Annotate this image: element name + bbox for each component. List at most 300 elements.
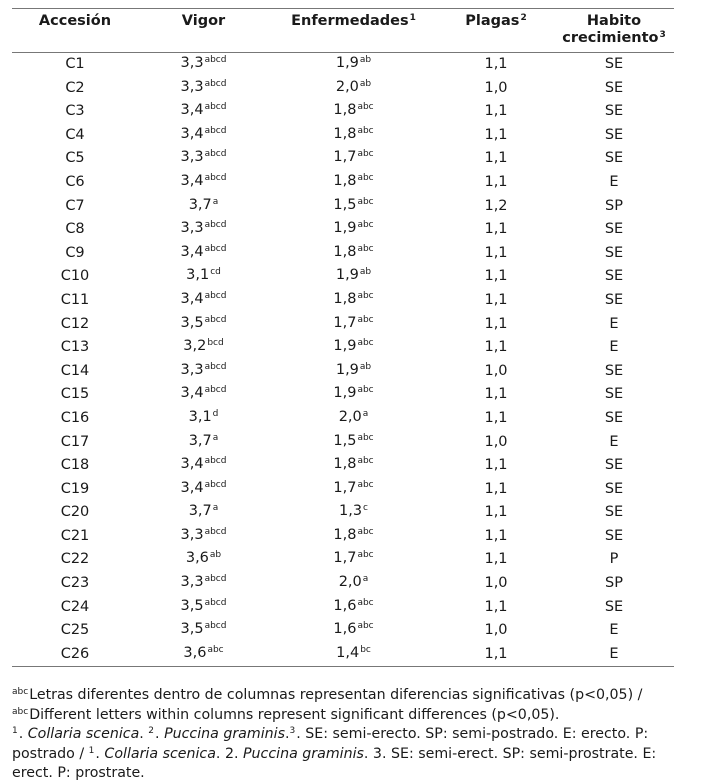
- cell-habito: [554, 171, 674, 195]
- cell-plagas: [438, 501, 554, 525]
- enfermedades-significance: a: [362, 408, 369, 419]
- table-row: [12, 289, 674, 313]
- cell-habito: [554, 336, 674, 360]
- cell-plagas: [438, 572, 554, 596]
- enfermedades-significance: ab: [359, 78, 372, 89]
- vigor-value: 3,6: [185, 550, 209, 567]
- vigor-value: 3,6: [183, 644, 207, 661]
- vigor-value: 3,4: [180, 290, 204, 307]
- header-plagas-label: Plagas: [465, 13, 520, 29]
- enfermedades-value: 1,3: [338, 503, 363, 520]
- plagas-value: 1,1: [484, 315, 508, 332]
- cell-enfermedades: [269, 53, 438, 77]
- enfermedades-value: 1,5: [333, 196, 357, 213]
- cell-habito: [554, 548, 674, 572]
- cell-vigor: [138, 572, 269, 596]
- cell-plagas: [438, 218, 554, 242]
- cell-enfermedades: [269, 100, 438, 124]
- header-accesion-label: Accesión: [38, 13, 112, 29]
- cell-habito: [554, 407, 674, 431]
- table-row: [12, 431, 674, 455]
- accesion-value: C1: [65, 56, 85, 72]
- cell-vigor: [138, 431, 269, 455]
- cell-plagas: [438, 77, 554, 101]
- cell-plagas: [438, 454, 554, 478]
- footnote-sup: abc: [12, 706, 29, 717]
- cell-enfermedades: [269, 242, 438, 266]
- enfermedades-significance: ab: [359, 55, 372, 65]
- vigor-significance: abcd: [204, 621, 227, 632]
- cell-vigor: [138, 218, 269, 242]
- vigor-significance: d: [212, 408, 219, 419]
- cell-accesion: [12, 289, 138, 313]
- vigor-significance: abc: [207, 644, 224, 655]
- table-row: [12, 195, 674, 219]
- cell-habito: [554, 454, 674, 478]
- cell-habito: [554, 195, 674, 219]
- cell-accesion: [12, 124, 138, 148]
- enfermedades-significance: c: [363, 503, 368, 514]
- table-row: [12, 124, 674, 148]
- footnote-legend: [12, 726, 674, 783]
- accesion-value: C2: [65, 79, 85, 96]
- cell-accesion: [12, 596, 138, 620]
- accesion-value: C26: [60, 645, 90, 662]
- accesion-value: C17: [60, 433, 90, 450]
- table-row: [12, 360, 674, 384]
- cell-accesion: [12, 548, 138, 572]
- enfermedades-value: 1,4: [336, 644, 360, 661]
- cell-plagas: [438, 431, 554, 455]
- cell-vigor: [138, 501, 269, 525]
- plagas-value: 1,1: [484, 244, 508, 261]
- vigor-value: 3,2: [183, 338, 207, 355]
- enfermedades-value: 1,8: [333, 290, 357, 307]
- cell-accesion: [12, 501, 138, 525]
- cell-habito: [554, 431, 674, 455]
- header-enfermedades: [269, 9, 438, 53]
- cell-plagas: [438, 289, 554, 313]
- cell-habito: [554, 360, 674, 384]
- accesion-value: C22: [60, 551, 90, 568]
- enfermedades-significance: abc: [357, 597, 374, 608]
- cell-plagas: [438, 336, 554, 360]
- vigor-significance: abcd: [204, 78, 227, 89]
- plagas-value: 1,2: [484, 197, 508, 214]
- cell-habito: [554, 53, 674, 77]
- enfermedades-value: 1,8: [333, 125, 357, 142]
- cell-accesion: [12, 100, 138, 124]
- cell-vigor: [138, 77, 269, 101]
- accesion-value: C12: [60, 315, 90, 332]
- cell-habito: [554, 147, 674, 171]
- table-container: [12, 8, 674, 783]
- plagas-value: 1,1: [484, 221, 508, 238]
- cell-accesion: [12, 77, 138, 101]
- cell-habito: [554, 77, 674, 101]
- footnote-sup: abc: [12, 687, 29, 698]
- plagas-value: 1,1: [484, 56, 508, 72]
- vigor-significance: abcd: [204, 385, 227, 396]
- cell-plagas: [438, 195, 554, 219]
- table-row: [12, 77, 674, 101]
- enfermedades-significance: bc: [360, 644, 371, 655]
- vigor-value: 3,3: [180, 55, 204, 71]
- cell-enfermedades: [269, 360, 438, 384]
- enfermedades-significance: abc: [357, 172, 374, 183]
- enfermedades-value: 1,6: [333, 621, 357, 638]
- vigor-value: 3,3: [180, 574, 204, 591]
- footnote-text: Letras diferentes dentro de columnas representan diferencias significativas (p<0,05) /: [29, 687, 643, 704]
- vigor-value: 3,4: [180, 479, 204, 496]
- table-row: [12, 619, 674, 643]
- accesion-value: C6: [65, 173, 85, 190]
- enfermedades-value: 2,0: [338, 574, 362, 591]
- cell-vigor: [138, 242, 269, 266]
- habito-value: SE: [604, 362, 624, 379]
- cell-plagas: [438, 53, 554, 77]
- footnote-sup: 3: [289, 726, 296, 737]
- plagas-value: 1,1: [484, 551, 508, 568]
- species-name: Collaria scenica: [27, 726, 140, 743]
- enfermedades-significance: abc: [357, 314, 374, 325]
- vigor-significance: abcd: [204, 526, 227, 537]
- header-enfermedades-label: Enfermedades: [291, 13, 409, 29]
- cell-vigor: [138, 289, 269, 313]
- accesion-value: C13: [60, 339, 90, 356]
- header-plagas-sup: 2: [520, 13, 527, 23]
- table-row: [12, 265, 674, 289]
- table-body: [12, 53, 674, 667]
- accesion-value: C11: [60, 291, 90, 308]
- cell-plagas: [438, 619, 554, 643]
- table-row: [12, 171, 674, 195]
- footnote-sup: 1: [88, 745, 95, 756]
- table-row: [12, 313, 674, 337]
- cell-habito: [554, 383, 674, 407]
- vigor-value: 3,1: [188, 408, 212, 425]
- cell-accesion: [12, 265, 138, 289]
- header-vigor: [138, 9, 269, 53]
- enfermedades-significance: ab: [359, 267, 372, 278]
- table-row: [12, 336, 674, 360]
- cell-habito: [554, 643, 674, 667]
- habito-value: SE: [604, 598, 624, 615]
- habito-value: SE: [604, 268, 624, 285]
- plagas-value: 1,0: [484, 79, 508, 96]
- vigor-significance: abcd: [204, 479, 227, 490]
- plagas-value: 1,1: [484, 291, 508, 308]
- vigor-significance: abcd: [204, 361, 227, 372]
- cell-vigor: [138, 195, 269, 219]
- cell-enfermedades: [269, 289, 438, 313]
- vigor-value: 3,7: [188, 196, 212, 213]
- vigor-significance: abcd: [204, 149, 227, 160]
- vigor-value: 3,4: [180, 102, 204, 119]
- cell-enfermedades: [269, 407, 438, 431]
- enfermedades-value: 1,9: [335, 55, 359, 71]
- cell-habito: [554, 313, 674, 337]
- vigor-significance: bcd: [207, 338, 224, 349]
- cell-accesion: [12, 643, 138, 667]
- cell-enfermedades: [269, 501, 438, 525]
- cell-accesion: [12, 525, 138, 549]
- vigor-value: 3,7: [188, 503, 212, 520]
- plagas-value: 1,0: [484, 433, 508, 450]
- table-row: [12, 596, 674, 620]
- cell-enfermedades: [269, 195, 438, 219]
- table-row: [12, 383, 674, 407]
- cell-vigor: [138, 100, 269, 124]
- cell-vigor: [138, 548, 269, 572]
- enfermedades-value: 1,8: [333, 102, 357, 119]
- cell-vigor: [138, 360, 269, 384]
- plagas-value: 1,1: [484, 527, 508, 544]
- habito-value: E: [609, 622, 619, 639]
- cell-plagas: [438, 548, 554, 572]
- header-habito-line1: Habito: [586, 13, 642, 29]
- footnote-text: .: [284, 726, 290, 743]
- enfermedades-significance: abc: [357, 479, 374, 490]
- habito-value: SE: [604, 527, 624, 544]
- vigor-significance: a: [212, 432, 219, 443]
- plagas-value: 1,1: [484, 386, 508, 403]
- cell-accesion: [12, 336, 138, 360]
- accesion-value: C14: [60, 362, 90, 379]
- habito-value: SP: [605, 197, 623, 214]
- plagas-value: 1,0: [484, 622, 508, 639]
- vigor-significance: abcd: [204, 243, 227, 254]
- vigor-significance: a: [212, 503, 219, 514]
- vigor-value: 3,4: [180, 172, 204, 189]
- cell-habito: [554, 478, 674, 502]
- cell-habito: [554, 572, 674, 596]
- table-row: [12, 501, 674, 525]
- cell-enfermedades: [269, 572, 438, 596]
- cell-accesion: [12, 572, 138, 596]
- cell-accesion: [12, 407, 138, 431]
- cell-enfermedades: [269, 548, 438, 572]
- plagas-value: 1,1: [484, 103, 508, 120]
- habito-value: SE: [604, 504, 624, 521]
- cell-enfermedades: [269, 265, 438, 289]
- cell-plagas: [438, 124, 554, 148]
- cell-habito: [554, 289, 674, 313]
- vigor-value: 3,5: [180, 621, 204, 638]
- accesion-value: C4: [65, 126, 85, 143]
- accesion-value: C9: [65, 244, 85, 261]
- enfermedades-value: 1,7: [333, 149, 357, 166]
- accesion-value: C7: [65, 197, 85, 214]
- cell-accesion: [12, 360, 138, 384]
- cell-enfermedades: [269, 596, 438, 620]
- cell-enfermedades: [269, 383, 438, 407]
- cell-vigor: [138, 596, 269, 620]
- habito-value: P: [609, 551, 619, 568]
- accesion-value: C10: [60, 268, 90, 285]
- enfermedades-value: 1,7: [333, 550, 357, 567]
- enfermedades-significance: abc: [357, 125, 374, 136]
- cell-vigor: [138, 619, 269, 643]
- footnote-text: . 2.: [215, 745, 243, 762]
- enfermedades-significance: abc: [357, 243, 374, 254]
- plagas-value: 1,0: [484, 362, 508, 379]
- plagas-value: 1,1: [484, 173, 508, 190]
- plagas-value: 1,0: [484, 575, 508, 592]
- plagas-value: 1,1: [484, 409, 508, 426]
- cell-accesion: [12, 478, 138, 502]
- enfermedades-value: 1,5: [333, 432, 357, 449]
- footnote-text: Different letters within columns represent significant differences (p<0,05).: [29, 706, 560, 723]
- accesion-value: C16: [60, 409, 90, 426]
- enfermedades-significance: abc: [357, 149, 374, 160]
- footnote-text: .: [155, 726, 165, 743]
- vigor-value: 3,3: [180, 361, 204, 378]
- plagas-value: 1,1: [484, 457, 508, 474]
- habito-value: E: [609, 433, 619, 450]
- footnote-text: . 3. SE: semi-erect. SP: semi-prostrate. E: erect. P: prostrate.: [12, 745, 657, 782]
- species-name: Puccina graminis: [243, 745, 364, 762]
- plagas-value: 1,1: [484, 598, 508, 615]
- footnote-text: . SE: semi-erecto. SP: semi-postrado. E: erecto. P: postrado /: [12, 726, 649, 762]
- enfermedades-significance: abc: [357, 621, 374, 632]
- enfermedades-value: 1,7: [333, 479, 357, 496]
- cell-vigor: [138, 525, 269, 549]
- cell-vigor: [138, 454, 269, 478]
- enfermedades-value: 1,8: [333, 243, 357, 260]
- cell-habito: [554, 596, 674, 620]
- cell-accesion: [12, 383, 138, 407]
- table-row: [12, 548, 674, 572]
- cell-habito: [554, 501, 674, 525]
- accesion-value: C25: [60, 622, 90, 639]
- cell-plagas: [438, 478, 554, 502]
- enfermedades-value: 1,9: [335, 361, 359, 378]
- footnote-text: .: [139, 726, 149, 743]
- cell-accesion: [12, 313, 138, 337]
- enfermedades-significance: abc: [357, 102, 374, 113]
- enfermedades-significance: abc: [357, 196, 374, 207]
- cell-vigor: [138, 383, 269, 407]
- habito-value: E: [609, 173, 619, 190]
- vigor-significance: abcd: [204, 102, 227, 113]
- table-row: [12, 147, 674, 171]
- cell-habito: [554, 124, 674, 148]
- vigor-value: 3,3: [180, 526, 204, 543]
- vigor-significance: abcd: [204, 574, 227, 585]
- table-row: [12, 572, 674, 596]
- habito-value: SE: [604, 409, 624, 426]
- header-habito-sup: 3: [659, 30, 666, 40]
- enfermedades-value: 1,9: [333, 385, 357, 402]
- accesion-value: C5: [65, 150, 85, 167]
- habito-value: E: [609, 645, 619, 662]
- cell-vigor: [138, 265, 269, 289]
- vigor-value: 3,4: [180, 243, 204, 260]
- cell-enfermedades: [269, 454, 438, 478]
- habito-value: SE: [604, 480, 624, 497]
- footnotes: [12, 687, 674, 783]
- cell-enfermedades: [269, 478, 438, 502]
- enfermedades-significance: abc: [357, 385, 374, 396]
- enfermedades-value: 1,8: [333, 456, 357, 473]
- enfermedades-significance: abc: [357, 220, 374, 231]
- habito-value: SE: [604, 150, 624, 167]
- header-habito: [554, 9, 674, 53]
- habito-value: SE: [604, 56, 624, 72]
- plagas-value: 1,1: [484, 339, 508, 356]
- cell-habito: [554, 525, 674, 549]
- table-row: [12, 643, 674, 667]
- header-accesion: [12, 9, 138, 53]
- enfermedades-significance: abc: [357, 526, 374, 537]
- cell-accesion: [12, 431, 138, 455]
- vigor-significance: abcd: [204, 220, 227, 231]
- cell-accesion: [12, 171, 138, 195]
- enfermedades-value: 2,0: [335, 78, 359, 95]
- cell-accesion: [12, 53, 138, 77]
- cell-plagas: [438, 171, 554, 195]
- cell-habito: [554, 242, 674, 266]
- table-header: [12, 9, 674, 53]
- table-row: [12, 407, 674, 431]
- vigor-value: 3,1: [186, 267, 210, 284]
- table-row: [12, 218, 674, 242]
- species-name: Collaria scenica: [104, 745, 216, 762]
- habito-value: E: [609, 315, 619, 332]
- cell-plagas: [438, 383, 554, 407]
- habito-value: SE: [604, 103, 624, 120]
- accesion-value: C18: [60, 457, 90, 474]
- cell-habito: [554, 265, 674, 289]
- enfermedades-significance: abc: [357, 432, 374, 443]
- vigor-value: 3,7: [188, 432, 212, 449]
- cell-enfermedades: [269, 171, 438, 195]
- cell-accesion: [12, 619, 138, 643]
- header-habito-line2: crecimiento: [562, 30, 659, 46]
- cell-enfermedades: [269, 431, 438, 455]
- enfermedades-value: 1,9: [333, 220, 357, 237]
- accesion-value: C24: [60, 598, 90, 615]
- footnote-significance: [12, 687, 674, 726]
- cell-accesion: [12, 454, 138, 478]
- vigor-value: 3,5: [180, 314, 204, 331]
- enfermedades-value: 1,8: [333, 172, 357, 189]
- cell-vigor: [138, 313, 269, 337]
- cell-plagas: [438, 360, 554, 384]
- cell-plagas: [438, 525, 554, 549]
- table-row: [12, 478, 674, 502]
- vigor-significance: abcd: [204, 172, 227, 183]
- footnote-text: .: [18, 726, 28, 743]
- enfermedades-significance: ab: [359, 361, 372, 372]
- cell-plagas: [438, 407, 554, 431]
- accesion-value: C3: [65, 103, 85, 120]
- habito-value: SE: [604, 386, 624, 403]
- accesion-value: C23: [60, 575, 90, 592]
- table-row: [12, 525, 674, 549]
- vigor-significance: abcd: [204, 597, 227, 608]
- cell-plagas: [438, 643, 554, 667]
- cell-habito: [554, 100, 674, 124]
- enfermedades-value: 1,9: [333, 338, 357, 355]
- cell-enfermedades: [269, 525, 438, 549]
- plagas-value: 1,1: [484, 126, 508, 143]
- enfermedades-value: 1,8: [333, 526, 357, 543]
- cell-plagas: [438, 313, 554, 337]
- vigor-significance: cd: [210, 267, 221, 278]
- cell-plagas: [438, 596, 554, 620]
